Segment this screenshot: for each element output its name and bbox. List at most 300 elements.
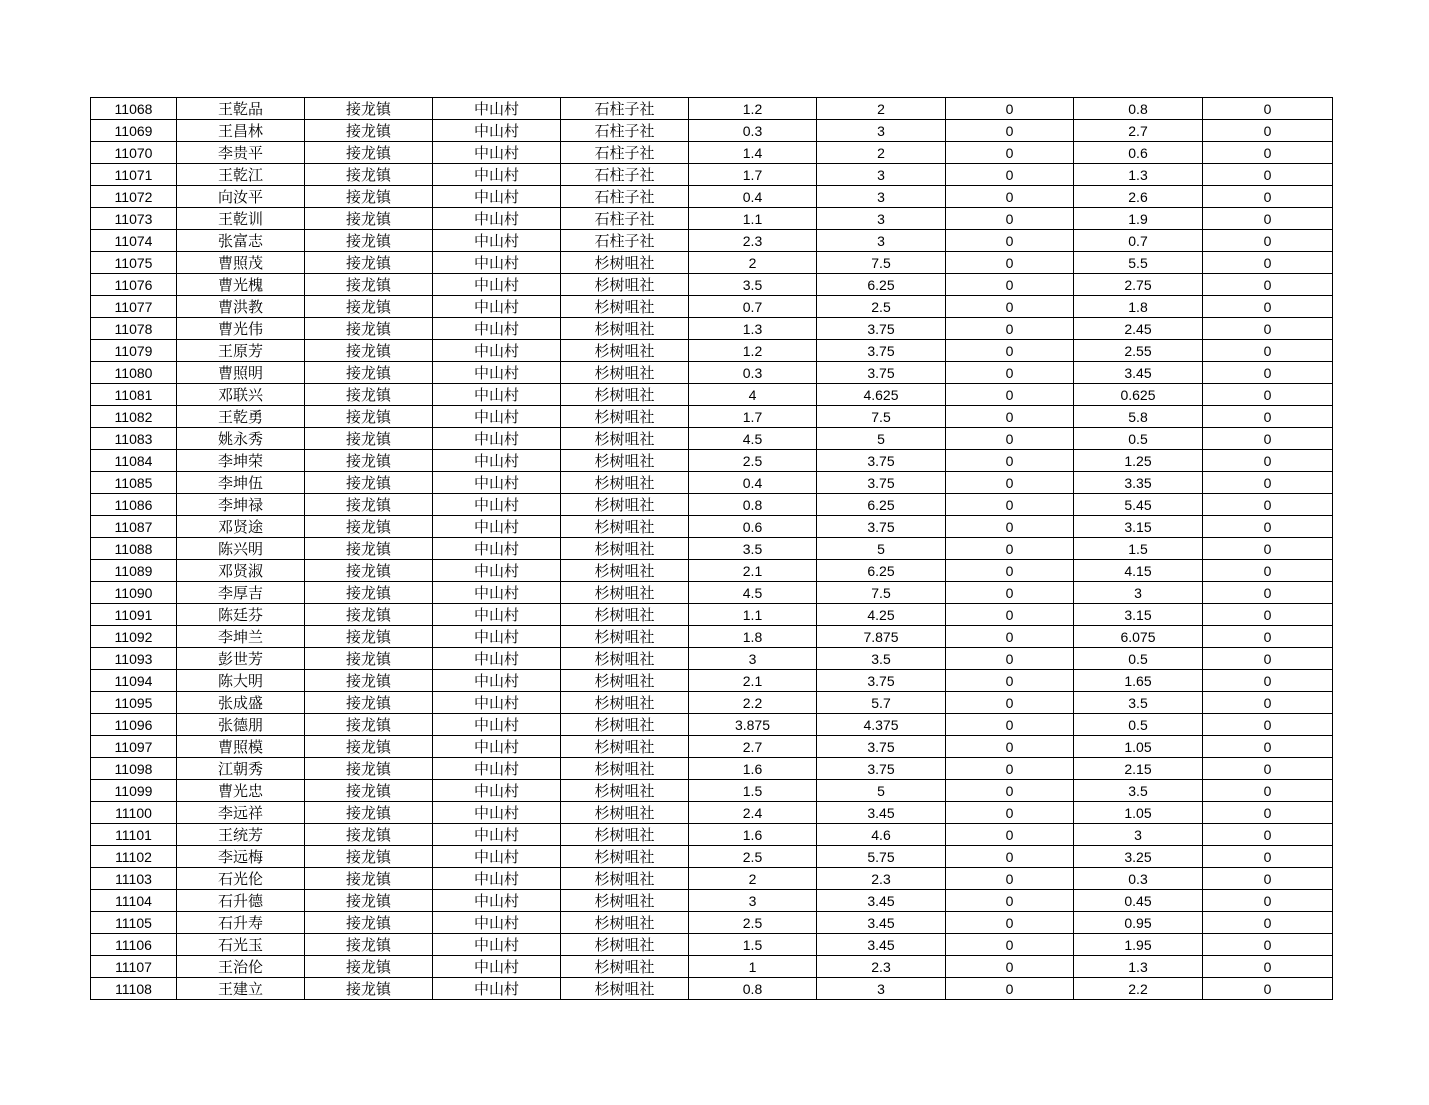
town-cell: 接龙镇 [305,868,433,890]
table-row [91,230,1333,252]
value-c-cell: 0 [946,516,1074,538]
name-cell: 姚永秀 [177,428,305,450]
value-a-cell: 4.5 [689,582,817,604]
value-e-cell: 0 [1203,230,1333,252]
id-cell: 11075 [91,252,177,274]
value-d-cell: 5.45 [1074,494,1203,516]
town-cell: 接龙镇 [305,98,433,120]
name-cell: 江朝秀 [177,758,305,780]
value-e-cell: 0 [1203,626,1333,648]
value-d-cell: 1.3 [1074,164,1203,186]
value-b-cell: 5 [817,428,946,450]
village-cell: 中山村 [433,868,561,890]
value-d-cell: 6.075 [1074,626,1203,648]
id-cell: 11087 [91,516,177,538]
name-cell: 李坤禄 [177,494,305,516]
name-cell: 曹光忠 [177,780,305,802]
village-cell: 中山村 [433,582,561,604]
value-a-cell: 2.3 [689,230,817,252]
value-e-cell: 0 [1203,912,1333,934]
value-a-cell: 1.1 [689,208,817,230]
value-e-cell: 0 [1203,648,1333,670]
value-e-cell: 0 [1203,472,1333,494]
village-cell: 中山村 [433,824,561,846]
value-d-cell: 3.35 [1074,472,1203,494]
id-cell: 11080 [91,362,177,384]
value-d-cell: 5.5 [1074,252,1203,274]
id-cell: 11108 [91,978,177,1000]
value-a-cell: 1.7 [689,406,817,428]
value-c-cell: 0 [946,296,1074,318]
value-e-cell: 0 [1203,824,1333,846]
value-b-cell: 3 [817,164,946,186]
value-d-cell: 0.5 [1074,714,1203,736]
id-cell: 11104 [91,890,177,912]
value-b-cell: 6.25 [817,274,946,296]
name-cell: 石光玉 [177,934,305,956]
value-c-cell: 0 [946,670,1074,692]
value-c-cell: 0 [946,494,1074,516]
value-e-cell: 0 [1203,714,1333,736]
group-cell: 石柱子社 [561,98,689,120]
value-d-cell: 1.8 [1074,296,1203,318]
value-e-cell: 0 [1203,208,1333,230]
name-cell: 陈大明 [177,670,305,692]
name-cell: 曹洪教 [177,296,305,318]
value-c-cell: 0 [946,802,1074,824]
village-cell: 中山村 [433,362,561,384]
value-e-cell: 0 [1203,406,1333,428]
value-b-cell: 2 [817,142,946,164]
value-e-cell: 0 [1203,538,1333,560]
town-cell: 接龙镇 [305,186,433,208]
value-c-cell: 0 [946,648,1074,670]
town-cell: 接龙镇 [305,780,433,802]
value-c-cell: 0 [946,208,1074,230]
name-cell: 李坤伍 [177,472,305,494]
id-cell: 11103 [91,868,177,890]
table-row [91,824,1333,846]
name-cell: 曹光槐 [177,274,305,296]
value-e-cell: 0 [1203,318,1333,340]
name-cell: 王建立 [177,978,305,1000]
id-cell: 11085 [91,472,177,494]
value-e-cell: 0 [1203,516,1333,538]
value-c-cell: 0 [946,142,1074,164]
value-c-cell: 0 [946,758,1074,780]
village-cell: 中山村 [433,516,561,538]
town-cell: 接龙镇 [305,560,433,582]
value-e-cell: 0 [1203,802,1333,824]
value-a-cell: 1.2 [689,340,817,362]
table-row [91,428,1333,450]
value-e-cell: 0 [1203,692,1333,714]
value-e-cell: 0 [1203,186,1333,208]
group-cell: 杉树咀社 [561,362,689,384]
name-cell: 张成盛 [177,692,305,714]
value-b-cell: 3.45 [817,890,946,912]
value-a-cell: 0.4 [689,186,817,208]
group-cell: 石柱子社 [561,164,689,186]
value-a-cell: 1.4 [689,142,817,164]
value-e-cell: 0 [1203,120,1333,142]
value-c-cell: 0 [946,890,1074,912]
value-a-cell: 0.3 [689,120,817,142]
group-cell: 杉树咀社 [561,604,689,626]
town-cell: 接龙镇 [305,934,433,956]
name-cell: 王昌林 [177,120,305,142]
value-d-cell: 0.5 [1074,428,1203,450]
value-c-cell: 0 [946,318,1074,340]
value-a-cell: 3.5 [689,274,817,296]
name-cell: 陈廷芬 [177,604,305,626]
value-d-cell: 3.25 [1074,846,1203,868]
name-cell: 曹照茂 [177,252,305,274]
group-cell: 杉树咀社 [561,890,689,912]
name-cell: 彭世芳 [177,648,305,670]
value-e-cell: 0 [1203,846,1333,868]
id-cell: 11102 [91,846,177,868]
id-cell: 11094 [91,670,177,692]
group-cell: 杉树咀社 [561,978,689,1000]
value-e-cell: 0 [1203,868,1333,890]
table-row [91,406,1333,428]
value-b-cell: 6.25 [817,560,946,582]
value-e-cell: 0 [1203,780,1333,802]
group-cell: 杉树咀社 [561,318,689,340]
name-cell: 陈兴明 [177,538,305,560]
town-cell: 接龙镇 [305,472,433,494]
village-cell: 中山村 [433,274,561,296]
value-b-cell: 5.7 [817,692,946,714]
name-cell: 李厚吉 [177,582,305,604]
id-cell: 11096 [91,714,177,736]
table-row [91,120,1333,142]
name-cell: 李贵平 [177,142,305,164]
name-cell: 向汝平 [177,186,305,208]
value-b-cell: 4.6 [817,824,946,846]
table-row [91,582,1333,604]
value-c-cell: 0 [946,692,1074,714]
group-cell: 杉树咀社 [561,582,689,604]
name-cell: 邓联兴 [177,384,305,406]
table-row [91,670,1333,692]
id-cell: 11092 [91,626,177,648]
value-a-cell: 1.2 [689,98,817,120]
village-cell: 中山村 [433,956,561,978]
table-row [91,142,1333,164]
value-a-cell: 2.4 [689,802,817,824]
name-cell: 李坤兰 [177,626,305,648]
value-c-cell: 0 [946,274,1074,296]
value-d-cell: 2.7 [1074,120,1203,142]
table-row [91,538,1333,560]
value-d-cell: 3 [1074,824,1203,846]
town-cell: 接龙镇 [305,340,433,362]
value-b-cell: 3.75 [817,670,946,692]
village-cell: 中山村 [433,120,561,142]
table-row [91,802,1333,824]
value-c-cell: 0 [946,340,1074,362]
table-row [91,956,1333,978]
value-a-cell: 0.8 [689,978,817,1000]
value-e-cell: 0 [1203,582,1333,604]
value-e-cell: 0 [1203,956,1333,978]
village-cell: 中山村 [433,340,561,362]
town-cell: 接龙镇 [305,494,433,516]
value-a-cell: 3 [689,890,817,912]
village-cell: 中山村 [433,98,561,120]
id-cell: 11069 [91,120,177,142]
value-c-cell: 0 [946,252,1074,274]
group-cell: 杉树咀社 [561,824,689,846]
town-cell: 接龙镇 [305,296,433,318]
table-row [91,252,1333,274]
value-c-cell: 0 [946,230,1074,252]
value-b-cell: 3.75 [817,340,946,362]
name-cell: 李坤荣 [177,450,305,472]
village-cell: 中山村 [433,714,561,736]
value-e-cell: 0 [1203,252,1333,274]
village-cell: 中山村 [433,736,561,758]
town-cell: 接龙镇 [305,384,433,406]
value-d-cell: 1.25 [1074,450,1203,472]
village-cell: 中山村 [433,384,561,406]
name-cell: 张德朋 [177,714,305,736]
value-c-cell: 0 [946,780,1074,802]
table-row [91,296,1333,318]
value-d-cell: 1.95 [1074,934,1203,956]
table-row [91,384,1333,406]
data-table [90,97,1333,1000]
value-a-cell: 1.7 [689,164,817,186]
group-cell: 杉树咀社 [561,406,689,428]
value-e-cell: 0 [1203,604,1333,626]
value-d-cell: 0.95 [1074,912,1203,934]
value-b-cell: 3 [817,186,946,208]
town-cell: 接龙镇 [305,208,433,230]
value-a-cell: 2.1 [689,670,817,692]
value-e-cell: 0 [1203,890,1333,912]
id-cell: 11070 [91,142,177,164]
name-cell: 王原芳 [177,340,305,362]
value-c-cell: 0 [946,912,1074,934]
group-cell: 杉树咀社 [561,538,689,560]
id-cell: 11107 [91,956,177,978]
value-b-cell: 2 [817,98,946,120]
value-d-cell: 1.65 [1074,670,1203,692]
group-cell: 杉树咀社 [561,868,689,890]
village-cell: 中山村 [433,538,561,560]
group-cell: 杉树咀社 [561,472,689,494]
village-cell: 中山村 [433,450,561,472]
name-cell: 曹照明 [177,362,305,384]
table-row [91,846,1333,868]
table-row [91,626,1333,648]
group-cell: 杉树咀社 [561,428,689,450]
value-a-cell: 1.1 [689,604,817,626]
value-e-cell: 0 [1203,736,1333,758]
value-c-cell: 0 [946,450,1074,472]
value-c-cell: 0 [946,956,1074,978]
village-cell: 中山村 [433,758,561,780]
id-cell: 11099 [91,780,177,802]
value-a-cell: 1.6 [689,758,817,780]
town-cell: 接龙镇 [305,252,433,274]
id-cell: 11086 [91,494,177,516]
group-cell: 杉树咀社 [561,626,689,648]
value-c-cell: 0 [946,824,1074,846]
town-cell: 接龙镇 [305,692,433,714]
value-c-cell: 0 [946,582,1074,604]
value-a-cell: 2.7 [689,736,817,758]
name-cell: 石升寿 [177,912,305,934]
value-a-cell: 0.3 [689,362,817,384]
value-a-cell: 0.4 [689,472,817,494]
value-c-cell: 0 [946,406,1074,428]
value-a-cell: 1.5 [689,780,817,802]
village-cell: 中山村 [433,494,561,516]
town-cell: 接龙镇 [305,538,433,560]
id-cell: 11077 [91,296,177,318]
table-row [91,758,1333,780]
id-cell: 11090 [91,582,177,604]
village-cell: 中山村 [433,164,561,186]
group-cell: 石柱子社 [561,186,689,208]
value-e-cell: 0 [1203,384,1333,406]
value-b-cell: 7.875 [817,626,946,648]
value-b-cell: 5 [817,780,946,802]
value-d-cell: 1.05 [1074,736,1203,758]
value-e-cell: 0 [1203,670,1333,692]
value-e-cell: 0 [1203,296,1333,318]
value-d-cell: 2.75 [1074,274,1203,296]
value-b-cell: 3.5 [817,648,946,670]
value-b-cell: 3.75 [817,472,946,494]
id-cell: 11072 [91,186,177,208]
value-d-cell: 2.15 [1074,758,1203,780]
value-d-cell: 2.2 [1074,978,1203,1000]
value-b-cell: 7.5 [817,252,946,274]
name-cell: 王乾勇 [177,406,305,428]
value-e-cell: 0 [1203,428,1333,450]
value-d-cell: 4.15 [1074,560,1203,582]
group-cell: 杉树咀社 [561,560,689,582]
id-cell: 11106 [91,934,177,956]
table-row [91,648,1333,670]
value-d-cell: 2.6 [1074,186,1203,208]
table-row [91,450,1333,472]
value-c-cell: 0 [946,560,1074,582]
value-c-cell: 0 [946,978,1074,1000]
value-b-cell: 5 [817,538,946,560]
value-b-cell: 3 [817,120,946,142]
value-b-cell: 3 [817,208,946,230]
value-b-cell: 6.25 [817,494,946,516]
town-cell: 接龙镇 [305,978,433,1000]
id-cell: 11082 [91,406,177,428]
value-c-cell: 0 [946,120,1074,142]
group-cell: 杉树咀社 [561,274,689,296]
value-e-cell: 0 [1203,494,1333,516]
id-cell: 11074 [91,230,177,252]
town-cell: 接龙镇 [305,582,433,604]
value-a-cell: 4.5 [689,428,817,450]
town-cell: 接龙镇 [305,802,433,824]
village-cell: 中山村 [433,934,561,956]
value-c-cell: 0 [946,362,1074,384]
id-cell: 11098 [91,758,177,780]
town-cell: 接龙镇 [305,736,433,758]
name-cell: 王统芳 [177,824,305,846]
value-a-cell: 2.5 [689,912,817,934]
value-b-cell: 3.75 [817,450,946,472]
value-b-cell: 3.45 [817,912,946,934]
value-d-cell: 0.45 [1074,890,1203,912]
town-cell: 接龙镇 [305,406,433,428]
table-row [91,890,1333,912]
value-d-cell: 0.625 [1074,384,1203,406]
value-b-cell: 5.75 [817,846,946,868]
town-cell: 接龙镇 [305,604,433,626]
name-cell: 邓贤淑 [177,560,305,582]
village-cell: 中山村 [433,142,561,164]
id-cell: 11071 [91,164,177,186]
group-cell: 杉树咀社 [561,802,689,824]
group-cell: 杉树咀社 [561,846,689,868]
table-row [91,340,1333,362]
value-b-cell: 4.375 [817,714,946,736]
village-cell: 中山村 [433,626,561,648]
value-a-cell: 2.1 [689,560,817,582]
name-cell: 石光伦 [177,868,305,890]
table-row [91,494,1333,516]
village-cell: 中山村 [433,692,561,714]
group-cell: 杉树咀社 [561,736,689,758]
value-d-cell: 1.5 [1074,538,1203,560]
group-cell: 杉树咀社 [561,714,689,736]
value-b-cell: 2.3 [817,956,946,978]
group-cell: 杉树咀社 [561,670,689,692]
value-a-cell: 1.3 [689,318,817,340]
name-cell: 王乾训 [177,208,305,230]
table-body [91,98,1333,1000]
value-a-cell: 2.5 [689,846,817,868]
value-c-cell: 0 [946,538,1074,560]
table-row [91,868,1333,890]
value-a-cell: 0.7 [689,296,817,318]
value-c-cell: 0 [946,98,1074,120]
town-cell: 接龙镇 [305,956,433,978]
value-d-cell: 3.5 [1074,780,1203,802]
value-c-cell: 0 [946,384,1074,406]
group-cell: 石柱子社 [561,208,689,230]
value-a-cell: 2 [689,868,817,890]
id-cell: 11089 [91,560,177,582]
value-b-cell: 7.5 [817,582,946,604]
village-cell: 中山村 [433,428,561,450]
id-cell: 11088 [91,538,177,560]
value-e-cell: 0 [1203,164,1333,186]
town-cell: 接龙镇 [305,516,433,538]
value-d-cell: 0.7 [1074,230,1203,252]
value-d-cell: 0.5 [1074,648,1203,670]
town-cell: 接龙镇 [305,274,433,296]
name-cell: 王乾江 [177,164,305,186]
value-b-cell: 2.3 [817,868,946,890]
value-a-cell: 3.5 [689,538,817,560]
village-cell: 中山村 [433,912,561,934]
